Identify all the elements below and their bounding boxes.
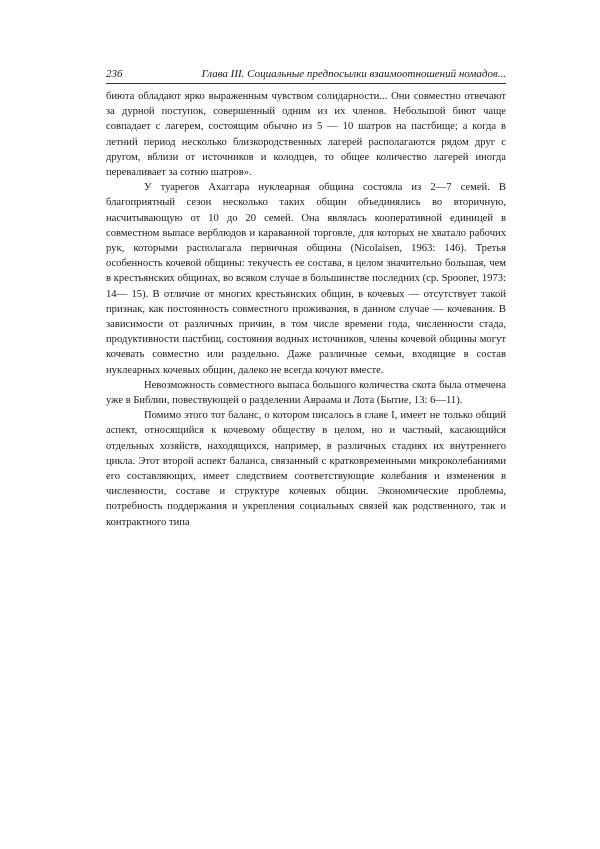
page-number: 236 — [106, 68, 123, 80]
running-title: Глава III. Социальные предпосылки взаимоотношений номадов... — [201, 68, 506, 80]
running-header — [106, 68, 506, 84]
paragraph-4: Помимо этого тот баланс, о котором писалось в главе I, имеет не только общий аспект, относящийся к кочевому обществу в целом, но и частный, касающийся отдельных хозяйств, находящихся, например, в различных стадиях их внутреннего цикла. Этот второй аспект баланса, связанный с кратковременными микроколебаниями его составляющих, имеет следствием соответствующие колебания и изменения в численности, составе и структуре кочевых общин. Экономические проблемы, потребность поддержания и укрепления социальных связей как родственного, так и контрактного типа — [106, 410, 506, 528]
paragraph-2: У туарегов Ахаггара нуклеарная община состояла из 2—7 семей. В благоприятный сезон несколько таких общин объединялись во вторичную, насчитывающую от 10 до 20 семей. Она являлась кооперативной единицей в совместном выпасе верблюдов и караванной торговле, для которых не хватало рабочих рук, которыми располагала первичная община (Nicolaisen, 1963: 146). Третья особенность кочевой общины: текучесть ее состава, в целом значительно большая, чем в крестьянских общинах, во всяком случае в большинстве последних (ср. Spooner, 1973: 14— 15). В отличие от многих крестьянских общин, в кочевых — отсутствует такой признак, как постоянность совместного проживания, в данном случае — кочевания. В зависимости от различных причин, в том числе времени года, численности стада, продуктивности пастбищ, состояния водных источников, члены кочевой общины могут кочевать совместно или раздельно. Даже различные семьи, входящие в состав нуклеарных кочевых общин, далеко не всегда кочуют вместе. — [106, 182, 506, 376]
paragraph-1: биюта обладают ярко выраженным чувством солидарности... Они совместно отвечают за дурной поступок, совершенный одним из их членов. Небольшой биют чаще совпадает с лагерем, состоящим обычно из 5 — 10 шатров на пастбище; а когда в летний период несколько близкородственных лагерей располагаются рядом друг с другом, вблизи от источников и колодцев, то общее количество лагерей иногда переваливает за сотню шатров». — [106, 91, 506, 179]
book-page — [106, 68, 506, 530]
paragraph-3: Невозможность совместного выпаса большого количества скота была отмечена уже в Библии, повествующей о разделении Авраама и Лота (Бытие, 13: 6—11). — [106, 379, 506, 407]
body-text — [106, 89, 506, 530]
